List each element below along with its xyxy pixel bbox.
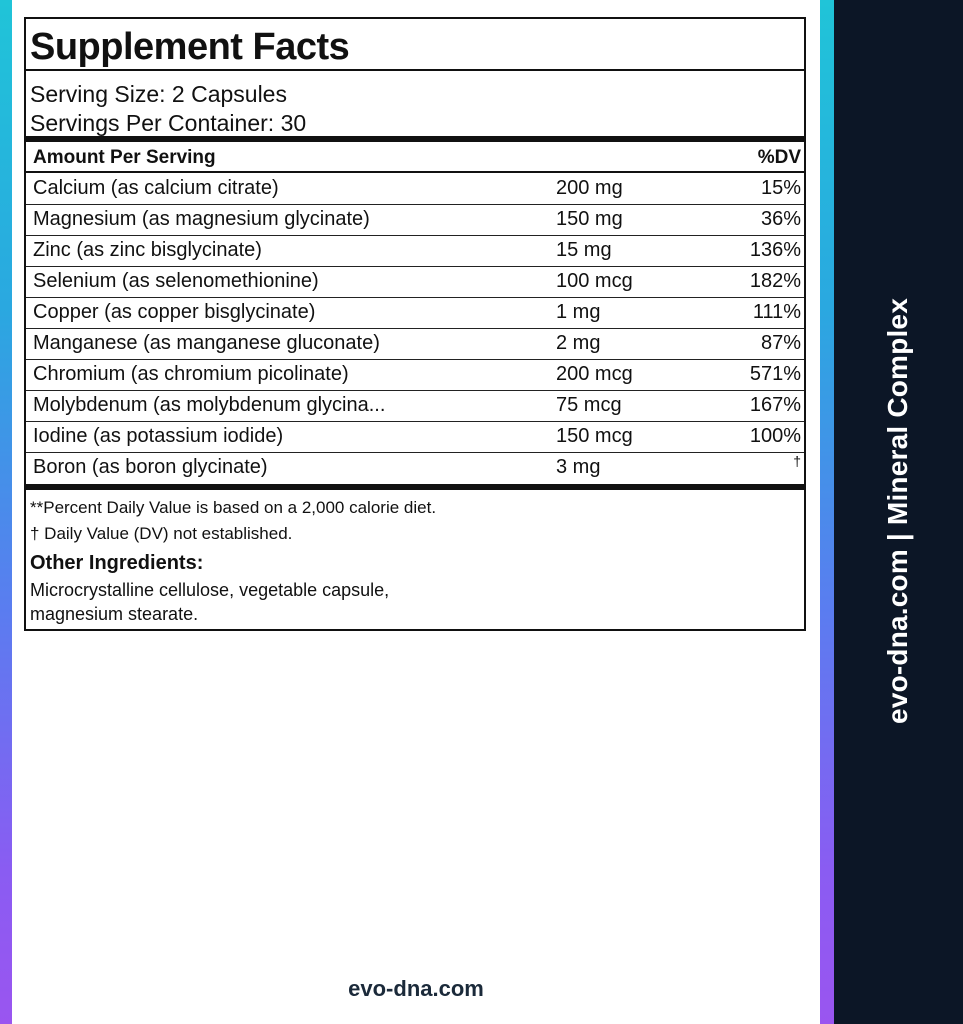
nutrient-name: Iodine (as potassium iodide) — [33, 425, 284, 447]
nutrient-dv: 15% — [760, 177, 801, 199]
nutrient-table — [26, 174, 804, 484]
nutrient-dv: † — [793, 453, 801, 469]
serving-divider — [26, 136, 804, 142]
nutrient-amount: 150 mcg — [556, 425, 633, 447]
nutrient-dv: 87% — [760, 332, 801, 354]
nutrient-name: Calcium (as calcium citrate) — [33, 177, 279, 199]
serving-size: Serving Size: 2 Capsules — [30, 81, 287, 107]
accent-stripe-left — [0, 0, 12, 1024]
amount-per-serving-header: Amount Per Serving — [33, 147, 216, 168]
nutrient-amount: 200 mg — [556, 177, 623, 199]
table-row — [26, 453, 804, 484]
table-row — [26, 360, 804, 391]
servings-per-container: Servings Per Container: 30 — [30, 110, 307, 136]
side-panel-text: evo-dna.com | Mineral Complex — [882, 298, 913, 724]
nutrient-dv: 111% — [752, 301, 801, 323]
supplement-facts-panel — [24, 17, 806, 631]
nutrient-name: Magnesium (as magnesium glycinate) — [33, 208, 370, 230]
nutrient-dv: 36% — [760, 208, 801, 230]
nutrient-amount: 1 mg — [556, 301, 601, 323]
nutrient-name: Selenium (as selenomethionine) — [33, 270, 319, 292]
other-ingredients-title: Other Ingredients: — [30, 552, 204, 574]
other-ingredients-text: Microcrystalline cellulose, vegetable capsule, magnesium stearate. — [30, 580, 390, 624]
nutrient-amount: 200 mcg — [556, 363, 633, 385]
nutrient-dv: 182% — [749, 270, 801, 292]
nutrient-amount: 100 mcg — [556, 270, 633, 292]
nutrient-amount: 150 mg — [556, 208, 623, 230]
nutrient-dv: 136% — [749, 239, 801, 261]
table-row — [26, 267, 804, 298]
nutrient-amount: 75 mcg — [556, 394, 622, 416]
nutrient-dv: 100% — [749, 425, 801, 447]
nutrient-dv: 167% — [749, 394, 801, 416]
table-row — [26, 174, 804, 205]
nutrient-name: Molybdenum (as molybdenum glycina... — [33, 394, 386, 416]
table-row — [26, 298, 804, 329]
nutrient-name: Zinc (as zinc bisglycinate) — [33, 239, 262, 261]
nutrient-amount: 3 mg — [556, 456, 601, 478]
title-divider — [26, 69, 804, 71]
nutrient-amount: 2 mg — [556, 332, 601, 354]
table-row — [26, 205, 804, 236]
nutrient-name: Copper (as copper bisglycinate) — [33, 301, 316, 323]
table-row — [26, 236, 804, 267]
table-row — [26, 391, 804, 422]
label-title: Supplement Facts — [30, 26, 350, 68]
accent-stripe-right — [820, 0, 834, 1024]
footer-url: evo-dna.com — [348, 976, 484, 1001]
nutrient-name: Manganese (as manganese gluconate) — [33, 332, 380, 354]
table-row — [26, 329, 804, 360]
nutrient-dv: 571% — [749, 363, 801, 385]
nutrient-name: Boron (as boron glycinate) — [33, 456, 268, 478]
dv-header: %DV — [757, 147, 801, 168]
nutrient-amount: 15 mg — [556, 239, 612, 261]
header-divider — [26, 171, 804, 173]
table-row — [26, 422, 804, 453]
nutrient-name: Chromium (as chromium picolinate) — [33, 363, 349, 385]
table-bottom-divider — [26, 484, 804, 490]
footnote-dv-not-established: † Daily Value (DV) not established. — [30, 524, 293, 543]
footnote-percent-dv: **Percent Daily Value is based on a 2,000 calorie diet. — [30, 498, 437, 517]
